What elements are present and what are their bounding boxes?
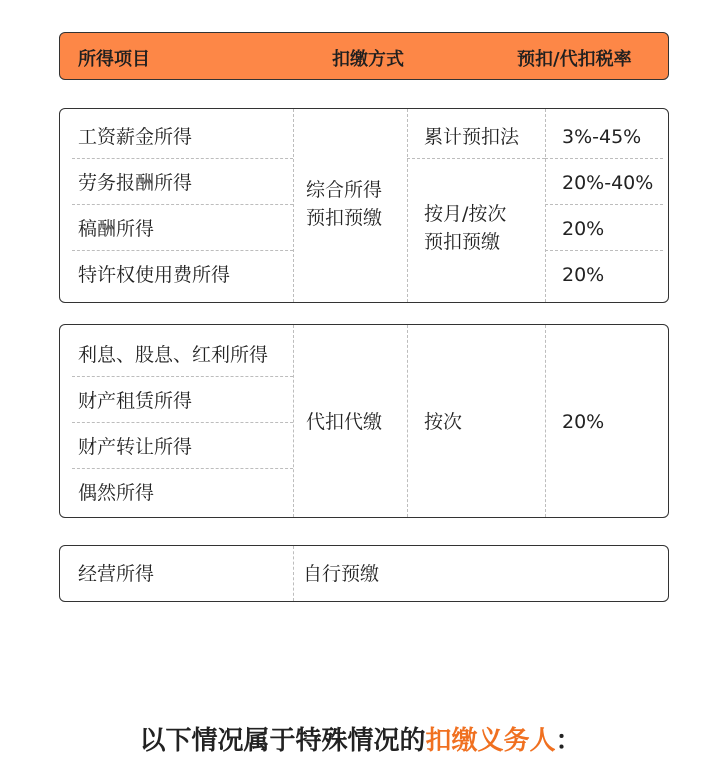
divider	[72, 376, 293, 377]
header-tax-rate: 预扣/代扣税率	[517, 49, 632, 70]
rate-labor: 20%-40%	[562, 172, 654, 194]
group-comprehensive-income	[59, 108, 669, 303]
rate-withheld: 20%	[562, 411, 605, 433]
method-withhold: 代扣代缴	[306, 411, 383, 433]
income-item-wages: 工资薪金所得	[78, 126, 193, 148]
group-withheld-income	[59, 324, 669, 518]
income-item-incidental: 偶然所得	[78, 482, 155, 504]
income-item-business: 经营所得	[78, 563, 155, 585]
divider	[545, 158, 663, 159]
divider	[293, 325, 294, 517]
divider	[407, 109, 408, 302]
cumulative-method: 累计预扣法	[424, 126, 520, 148]
rate-authors: 20%	[562, 218, 605, 240]
table-header	[59, 32, 669, 80]
heading-prefix: 以下情况属于特殊情况的	[139, 726, 426, 756]
divider	[72, 468, 293, 469]
divider	[407, 325, 408, 517]
divider	[545, 204, 663, 205]
divider	[293, 109, 294, 302]
method-comprehensive: 综合所得	[306, 179, 383, 201]
divider	[72, 158, 293, 159]
divider	[407, 158, 545, 159]
divider	[72, 422, 293, 423]
divider	[72, 204, 293, 205]
group-business-income	[59, 545, 669, 602]
divider	[293, 546, 294, 601]
rate-royalties: 20%	[562, 264, 605, 286]
method-prepay: 预扣预缴	[306, 207, 383, 229]
method-self-prepay: 自行预缴	[303, 563, 380, 585]
income-item-royalties: 特许权使用费所得	[78, 264, 231, 286]
divider	[545, 325, 546, 517]
header-income-item: 所得项目	[78, 49, 150, 70]
per-time: 按次	[424, 411, 463, 433]
divider	[545, 109, 546, 302]
rate-wages: 3%-45%	[562, 126, 642, 148]
section-heading	[0, 720, 721, 757]
divider	[545, 250, 663, 251]
income-item-labor: 劳务报酬所得	[78, 172, 193, 194]
divider	[72, 250, 293, 251]
monthly-prepay: 预扣预缴	[424, 231, 501, 253]
monthly-method: 按月/按次	[424, 203, 507, 225]
income-item-interest: 利息、股息、红利所得	[78, 344, 269, 366]
income-item-authors: 稿酬所得	[78, 218, 155, 240]
income-item-transfer: 财产转让所得	[78, 436, 193, 458]
heading-suffix: ：	[555, 726, 582, 756]
income-item-lease: 财产租赁所得	[78, 390, 193, 412]
header-withholding-method: 扣缴方式	[332, 49, 404, 70]
heading-highlight: 扣缴义务人	[425, 726, 556, 756]
